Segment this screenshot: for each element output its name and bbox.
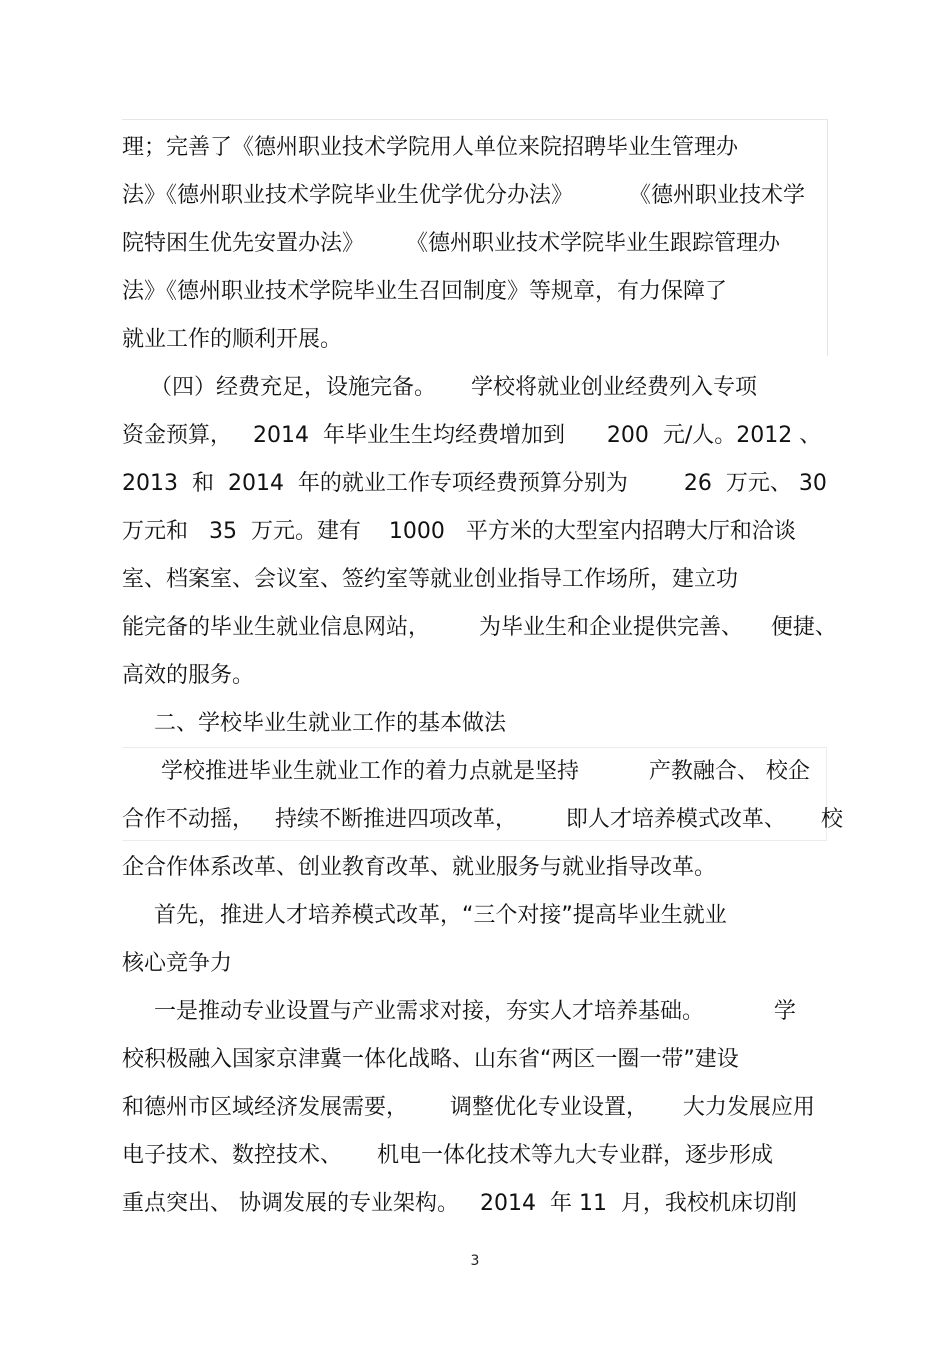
frame-border-right [827,119,828,356]
text-line: 一是推动专业设置与产业需求对接，夯实人才培养基础。 学 [140,999,796,1024]
text-line: 校积极融入国家京津冀一体化战略、山东省“两区一圈一带”建设 [122,1047,739,1072]
text-line: （四）经费充足，设施完备。 学校将就业创业经费列入专项 [122,375,757,400]
text-line: 企合作体系改革、创业教育改革、就业服务与就业指导改革。 [122,855,717,880]
text-line: 法》《德州职业技术学院毕业生召回制度》等规章，有力保障了 [122,279,728,304]
text-line: 院特困生优先安置办法》 《德州职业技术学院毕业生跟踪管理办 [122,231,780,256]
text-line: 电子技术、数控技术、 机电一体化技术等九大专业群，逐步形成 [122,1143,773,1168]
text-line: 万元和 35 万元。建有 1000 平方米的大型室内招聘大厅和洽谈 [122,519,796,544]
text-line: 2013 和 2014 年的就业工作专项经费预算分别为 26 万元、 30 [122,471,827,496]
text-line: 合作不动摇， 持续不断推进四项改革， 即人才培养模式改革、 校 [122,807,843,832]
text-line: 理；完善了《德州职业技术学院用人单位来院招聘毕业生管理办 [122,135,739,160]
text-line: 核心竞争力 [122,951,233,976]
text-line: 学校推进毕业生就业工作的着力点就是坚持 产教融合、 校企 [140,759,810,784]
text-line: 资金预算， 2014 年毕业生生均经费增加到 200 元/人。2012 、 [122,423,822,448]
text-line: 就业工作的顺利开展。 [122,327,343,352]
text-line: 高效的服务。 [122,663,255,688]
page-number: 3 [470,1253,480,1269]
text-line: 室、档案室、会议室、签约室等就业创业指导工作场所，建立功 [122,567,739,592]
frame-border-top [122,119,828,120]
text-line: 法》《德州职业技术学院毕业生优学优分办法》 《德州职业技术学 [122,183,805,208]
text-line: 重点突出、 协调发展的专业架构。 2014 年 11 月，我校机床切削 [122,1191,797,1216]
text-line: 和德州市区域经济发展需要， 调整优化专业设置， 大力发展应用 [122,1095,815,1120]
section-heading: 二、学校毕业生就业工作的基本做法 [140,711,506,736]
text-line: 首先，推进人才培养模式改革，“三个对接”提高毕业生就业 [140,903,727,928]
text-line: 能完备的毕业生就业信息网站， 为毕业生和企业提供完善、 便捷、 [122,615,837,640]
